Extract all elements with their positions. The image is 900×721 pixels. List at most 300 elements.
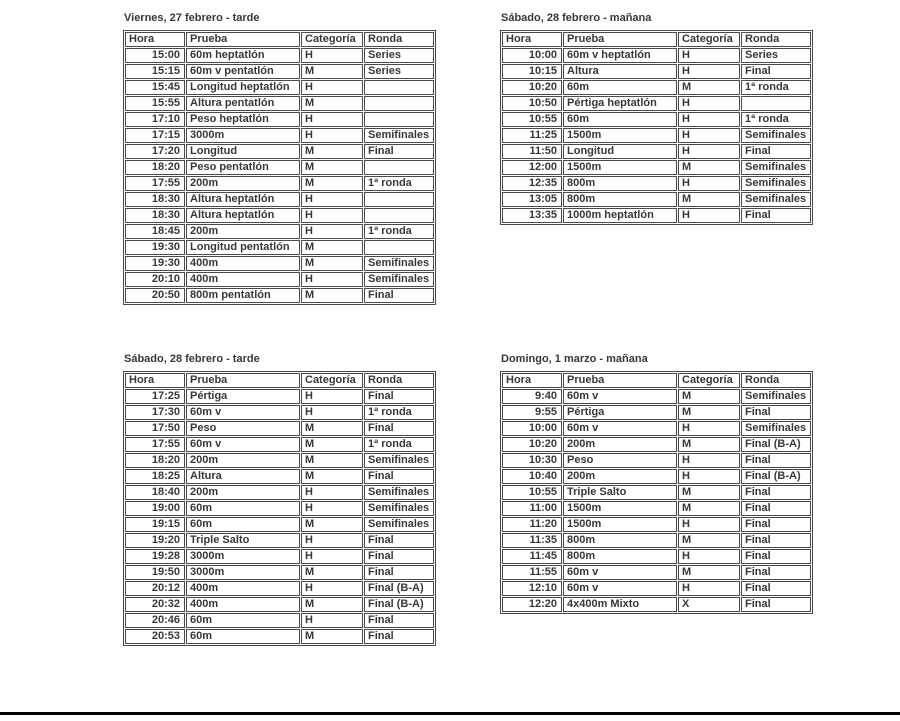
ronda-cell: Semifinales <box>741 421 811 436</box>
ronda-cell: Final <box>364 629 434 644</box>
ronda-cell: 1ª ronda <box>364 224 434 239</box>
ronda-cell: Semifinales <box>364 256 434 271</box>
categoria-cell: H <box>301 533 363 548</box>
table-row <box>125 192 434 207</box>
prueba-cell: 200m <box>186 224 300 239</box>
prueba-cell: 60m v pentatlón <box>186 64 300 79</box>
ronda-cell: Final <box>741 597 811 612</box>
table-row <box>125 224 434 239</box>
ronda-cell <box>364 160 434 175</box>
categoria-cell: M <box>301 565 363 580</box>
table-row <box>502 517 811 532</box>
categoria-cell: H <box>678 96 740 111</box>
hora-cell: 10:20 <box>502 437 562 452</box>
ronda-cell <box>364 112 434 127</box>
session-block-domingo-manana <box>500 352 813 614</box>
ronda-cell <box>364 80 434 95</box>
table-row <box>125 272 434 287</box>
table-row <box>502 581 811 596</box>
hora-cell: 18:40 <box>125 485 185 500</box>
table-row <box>125 565 434 580</box>
ronda-cell: Final (B-A) <box>364 597 434 612</box>
ronda-cell: Final <box>741 549 811 564</box>
ronda-cell: Final <box>741 533 811 548</box>
ronda-cell: 1ª ronda <box>741 80 811 95</box>
table-row <box>125 128 434 143</box>
categoria-cell: H <box>678 453 740 468</box>
hora-cell: 11:25 <box>502 128 562 143</box>
categoria-cell: H <box>301 208 363 223</box>
table-row <box>125 64 434 79</box>
table-row <box>502 485 811 500</box>
ronda-cell: Final (B-A) <box>741 437 811 452</box>
categoria-cell: M <box>301 453 363 468</box>
categoria-cell: H <box>301 549 363 564</box>
table-row <box>125 597 434 612</box>
ronda-cell: Final <box>364 421 434 436</box>
prueba-cell: 3000m <box>186 565 300 580</box>
prueba-cell: 60m v <box>563 565 677 580</box>
hora-cell: 10:00 <box>502 48 562 63</box>
table-row <box>125 96 434 111</box>
table-row <box>125 256 434 271</box>
categoria-cell: H <box>301 405 363 420</box>
hora-cell: 18:30 <box>125 192 185 207</box>
categoria-cell: M <box>678 501 740 516</box>
table-row <box>125 176 434 191</box>
header-row <box>502 373 811 388</box>
categoria-cell: H <box>301 48 363 63</box>
hora-cell: 13:05 <box>502 192 562 207</box>
table-row <box>125 517 434 532</box>
table-row <box>125 533 434 548</box>
session-block-sabado-tarde <box>123 352 436 646</box>
ronda-cell: Semifinales <box>741 160 811 175</box>
column-header: Hora <box>125 32 185 47</box>
categoria-cell: M <box>301 469 363 484</box>
prueba-cell: 60m <box>186 517 300 532</box>
table-row <box>125 613 434 628</box>
prueba-cell: Longitud <box>186 144 300 159</box>
prueba-cell: 60m v <box>563 581 677 596</box>
prueba-cell: 800m <box>563 549 677 564</box>
prueba-cell: 1500m <box>563 160 677 175</box>
ronda-cell: Final (B-A) <box>741 469 811 484</box>
ronda-cell: Final <box>741 485 811 500</box>
column-header: Hora <box>502 373 562 388</box>
table-row <box>502 549 811 564</box>
hora-cell: 19:15 <box>125 517 185 532</box>
prueba-cell: 200m <box>563 437 677 452</box>
table-row <box>502 437 811 452</box>
hora-cell: 15:15 <box>125 64 185 79</box>
categoria-cell: M <box>301 597 363 612</box>
categoria-cell: H <box>678 581 740 596</box>
hora-cell: 10:55 <box>502 485 562 500</box>
ronda-cell: Semifinales <box>364 485 434 500</box>
categoria-cell: H <box>301 501 363 516</box>
hora-cell: 19:30 <box>125 256 185 271</box>
session-block-viernes-tarde <box>123 11 436 305</box>
categoria-cell: M <box>301 64 363 79</box>
categoria-cell: H <box>301 485 363 500</box>
column-header: Categoría <box>301 373 363 388</box>
ronda-cell: Final <box>741 581 811 596</box>
categoria-cell: M <box>678 389 740 404</box>
prueba-cell: 60m <box>563 80 677 95</box>
table-row <box>125 437 434 452</box>
ronda-cell: Final <box>364 533 434 548</box>
bottom-rule <box>0 712 900 715</box>
prueba-cell: Altura <box>563 64 677 79</box>
table-row <box>502 208 811 223</box>
ronda-cell: Final <box>741 64 811 79</box>
table-row <box>502 192 811 207</box>
table-row <box>125 453 434 468</box>
prueba-cell: Pértiga <box>186 389 300 404</box>
prueba-cell: Longitud heptatlón <box>186 80 300 95</box>
table-row <box>502 96 811 111</box>
categoria-cell: M <box>678 160 740 175</box>
prueba-cell: 1500m <box>563 517 677 532</box>
categoria-cell: M <box>301 144 363 159</box>
categoria-cell: X <box>678 597 740 612</box>
ronda-cell: Series <box>741 48 811 63</box>
hora-cell: 18:20 <box>125 453 185 468</box>
hora-cell: 17:25 <box>125 389 185 404</box>
prueba-cell: 3000m <box>186 128 300 143</box>
table-row <box>502 469 811 484</box>
ronda-cell: Semifinales <box>364 128 434 143</box>
hora-cell: 10:20 <box>502 80 562 95</box>
hora-cell: 19:30 <box>125 240 185 255</box>
prueba-cell: 60m v <box>186 405 300 420</box>
table-row <box>502 405 811 420</box>
hora-cell: 11:20 <box>502 517 562 532</box>
prueba-cell: 800m <box>563 533 677 548</box>
session-block-sabado-manana <box>500 11 813 225</box>
categoria-cell: M <box>301 240 363 255</box>
hora-cell: 18:30 <box>125 208 185 223</box>
hora-cell: 17:20 <box>125 144 185 159</box>
table-row <box>502 80 811 95</box>
table-row <box>502 389 811 404</box>
categoria-cell: H <box>301 128 363 143</box>
hora-cell: 20:12 <box>125 581 185 596</box>
categoria-cell: M <box>678 565 740 580</box>
categoria-cell: M <box>301 421 363 436</box>
hora-cell: 12:35 <box>502 176 562 191</box>
column-header: Prueba <box>186 373 300 388</box>
hora-cell: 17:15 <box>125 128 185 143</box>
prueba-cell: Altura heptatlón <box>186 192 300 207</box>
table-row <box>125 144 434 159</box>
schedule-table <box>123 371 436 646</box>
prueba-cell: 1500m <box>563 128 677 143</box>
hora-cell: 19:00 <box>125 501 185 516</box>
ronda-cell <box>364 208 434 223</box>
header-row <box>502 32 811 47</box>
table-row <box>125 208 434 223</box>
categoria-cell: M <box>301 517 363 532</box>
table-row <box>502 501 811 516</box>
header-row <box>125 32 434 47</box>
hora-cell: 11:55 <box>502 565 562 580</box>
hora-cell: 17:10 <box>125 112 185 127</box>
categoria-cell: M <box>678 533 740 548</box>
hora-cell: 10:40 <box>502 469 562 484</box>
prueba-cell: 400m <box>186 272 300 287</box>
ronda-cell: Final <box>364 144 434 159</box>
table-row <box>502 112 811 127</box>
hora-cell: 11:50 <box>502 144 562 159</box>
prueba-cell: 200m <box>563 469 677 484</box>
table-title: Domingo, 1 marzo - mañana <box>501 353 648 365</box>
hora-cell: 11:35 <box>502 533 562 548</box>
hora-cell: 18:45 <box>125 224 185 239</box>
hora-cell: 19:50 <box>125 565 185 580</box>
categoria-cell: M <box>678 80 740 95</box>
prueba-cell: 200m <box>186 453 300 468</box>
table-row <box>125 160 434 175</box>
hora-cell: 10:50 <box>502 96 562 111</box>
table-row <box>502 64 811 79</box>
hora-cell: 20:46 <box>125 613 185 628</box>
table-row <box>502 565 811 580</box>
prueba-cell: 60m v <box>563 389 677 404</box>
prueba-cell: Peso <box>563 453 677 468</box>
hora-cell: 10:55 <box>502 112 562 127</box>
table-row <box>502 176 811 191</box>
hora-cell: 20:32 <box>125 597 185 612</box>
prueba-cell: Pértiga heptatlón <box>563 96 677 111</box>
ronda-cell <box>364 240 434 255</box>
hora-cell: 12:10 <box>502 581 562 596</box>
prueba-cell: Altura pentatlón <box>186 96 300 111</box>
categoria-cell: H <box>678 128 740 143</box>
table-row <box>502 533 811 548</box>
table-row <box>125 112 434 127</box>
hora-cell: 12:00 <box>502 160 562 175</box>
column-header: Prueba <box>186 32 300 47</box>
hora-cell: 17:30 <box>125 405 185 420</box>
prueba-cell: Peso <box>186 421 300 436</box>
ronda-cell: Semifinales <box>741 389 811 404</box>
hora-cell: 19:28 <box>125 549 185 564</box>
categoria-cell: H <box>301 192 363 207</box>
hora-cell: 10:30 <box>502 453 562 468</box>
ronda-cell: Final <box>364 288 434 303</box>
ronda-cell: Final <box>741 453 811 468</box>
column-header: Ronda <box>364 32 434 47</box>
hora-cell: 18:25 <box>125 469 185 484</box>
column-header: Hora <box>502 32 562 47</box>
hora-cell: 10:15 <box>502 64 562 79</box>
prueba-cell: 60m <box>186 501 300 516</box>
ronda-cell: Semifinales <box>364 501 434 516</box>
ronda-cell: Final <box>741 208 811 223</box>
categoria-cell: H <box>301 613 363 628</box>
hora-cell: 17:55 <box>125 176 185 191</box>
prueba-cell: 1500m <box>563 501 677 516</box>
categoria-cell: M <box>678 405 740 420</box>
categoria-cell: M <box>678 437 740 452</box>
prueba-cell: 3000m <box>186 549 300 564</box>
prueba-cell: 800m <box>563 192 677 207</box>
prueba-cell: 400m <box>186 581 300 596</box>
table-row <box>125 48 434 63</box>
ronda-cell: Semifinales <box>741 192 811 207</box>
prueba-cell: 800m pentatlón <box>186 288 300 303</box>
prueba-cell: 60m <box>186 629 300 644</box>
column-header: Categoría <box>678 373 740 388</box>
prueba-cell: 60m <box>186 613 300 628</box>
categoria-cell: H <box>301 272 363 287</box>
column-header: Ronda <box>741 373 811 388</box>
prueba-cell: 60m <box>563 112 677 127</box>
hora-cell: 9:55 <box>502 405 562 420</box>
hora-cell: 11:45 <box>502 549 562 564</box>
table-title: Sábado, 28 febrero - mañana <box>501 12 652 24</box>
header-row <box>125 373 434 388</box>
hora-cell: 20:53 <box>125 629 185 644</box>
hora-cell: 17:50 <box>125 421 185 436</box>
ronda-cell: Final <box>741 517 811 532</box>
schedule-table <box>500 30 813 225</box>
hora-cell: 17:55 <box>125 437 185 452</box>
hora-cell: 9:40 <box>502 389 562 404</box>
column-header: Categoría <box>678 32 740 47</box>
ronda-cell: Series <box>364 64 434 79</box>
hora-cell: 15:00 <box>125 48 185 63</box>
prueba-cell: 400m <box>186 597 300 612</box>
table-row <box>502 144 811 159</box>
column-header: Ronda <box>364 373 434 388</box>
hora-cell: 15:55 <box>125 96 185 111</box>
prueba-cell: Altura <box>186 469 300 484</box>
schedule-table <box>123 30 436 305</box>
categoria-cell: H <box>301 389 363 404</box>
categoria-cell: M <box>301 288 363 303</box>
categoria-cell: H <box>678 48 740 63</box>
column-header: Ronda <box>741 32 811 47</box>
table-row <box>502 421 811 436</box>
table-title: Sábado, 28 febrero - tarde <box>124 353 260 365</box>
categoria-cell: M <box>301 629 363 644</box>
ronda-cell <box>741 96 811 111</box>
ronda-cell: 1ª ronda <box>364 176 434 191</box>
ronda-cell <box>364 192 434 207</box>
ronda-cell: Semifinales <box>741 176 811 191</box>
column-header: Categoría <box>301 32 363 47</box>
table-row <box>125 485 434 500</box>
categoria-cell: H <box>678 549 740 564</box>
table-row <box>502 453 811 468</box>
ronda-cell: Final <box>741 405 811 420</box>
prueba-cell: 4x400m Mixto <box>563 597 677 612</box>
schedule-table <box>500 371 813 614</box>
hora-cell: 19:20 <box>125 533 185 548</box>
prueba-cell: 60m v heptatlón <box>563 48 677 63</box>
ronda-cell: Semifinales <box>364 453 434 468</box>
column-header: Hora <box>125 373 185 388</box>
hora-cell: 11:00 <box>502 501 562 516</box>
ronda-cell: Final <box>364 613 434 628</box>
categoria-cell: H <box>678 112 740 127</box>
hora-cell: 15:45 <box>125 80 185 95</box>
table-row <box>125 629 434 644</box>
categoria-cell: H <box>301 224 363 239</box>
hora-cell: 20:10 <box>125 272 185 287</box>
categoria-cell: H <box>678 64 740 79</box>
hora-cell: 20:50 <box>125 288 185 303</box>
categoria-cell: M <box>678 485 740 500</box>
categoria-cell: H <box>678 208 740 223</box>
table-row <box>125 80 434 95</box>
table-row <box>125 549 434 564</box>
ronda-cell: Final <box>364 565 434 580</box>
ronda-cell: Series <box>364 48 434 63</box>
ronda-cell <box>364 96 434 111</box>
prueba-cell: Triple Salto <box>563 485 677 500</box>
ronda-cell: 1ª ronda <box>364 405 434 420</box>
prueba-cell: 60m heptatlón <box>186 48 300 63</box>
table-row <box>125 501 434 516</box>
table-row <box>125 421 434 436</box>
prueba-cell: Triple Salto <box>186 533 300 548</box>
categoria-cell: M <box>301 160 363 175</box>
categoria-cell: H <box>678 469 740 484</box>
categoria-cell: M <box>301 176 363 191</box>
prueba-cell: Longitud <box>563 144 677 159</box>
prueba-cell: 60m v <box>186 437 300 452</box>
categoria-cell: M <box>301 437 363 452</box>
ronda-cell: Semifinales <box>741 128 811 143</box>
ronda-cell: Final <box>364 389 434 404</box>
ronda-cell: Final (B-A) <box>364 581 434 596</box>
column-header: Prueba <box>563 32 677 47</box>
prueba-cell: Pértiga <box>563 405 677 420</box>
table-title: Viernes, 27 febrero - tarde <box>124 12 260 24</box>
prueba-cell: 200m <box>186 176 300 191</box>
table-row <box>125 240 434 255</box>
hora-cell: 13:35 <box>502 208 562 223</box>
table-row <box>125 405 434 420</box>
column-header: Prueba <box>563 373 677 388</box>
ronda-cell: Semifinales <box>364 517 434 532</box>
ronda-cell: Final <box>741 565 811 580</box>
categoria-cell: H <box>301 581 363 596</box>
hora-cell: 18:20 <box>125 160 185 175</box>
table-row <box>502 128 811 143</box>
ronda-cell: Final <box>741 501 811 516</box>
table-row <box>125 469 434 484</box>
table-row <box>502 597 811 612</box>
ronda-cell: 1ª ronda <box>364 437 434 452</box>
prueba-cell: 60m v <box>563 421 677 436</box>
categoria-cell: M <box>678 192 740 207</box>
categoria-cell: H <box>678 421 740 436</box>
prueba-cell: 1000m heptatlón <box>563 208 677 223</box>
ronda-cell: 1ª ronda <box>741 112 811 127</box>
ronda-cell: Final <box>364 469 434 484</box>
categoria-cell: H <box>678 176 740 191</box>
prueba-cell: 800m <box>563 176 677 191</box>
ronda-cell: Final <box>741 144 811 159</box>
table-row <box>502 48 811 63</box>
table-row <box>125 581 434 596</box>
categoria-cell: M <box>301 256 363 271</box>
